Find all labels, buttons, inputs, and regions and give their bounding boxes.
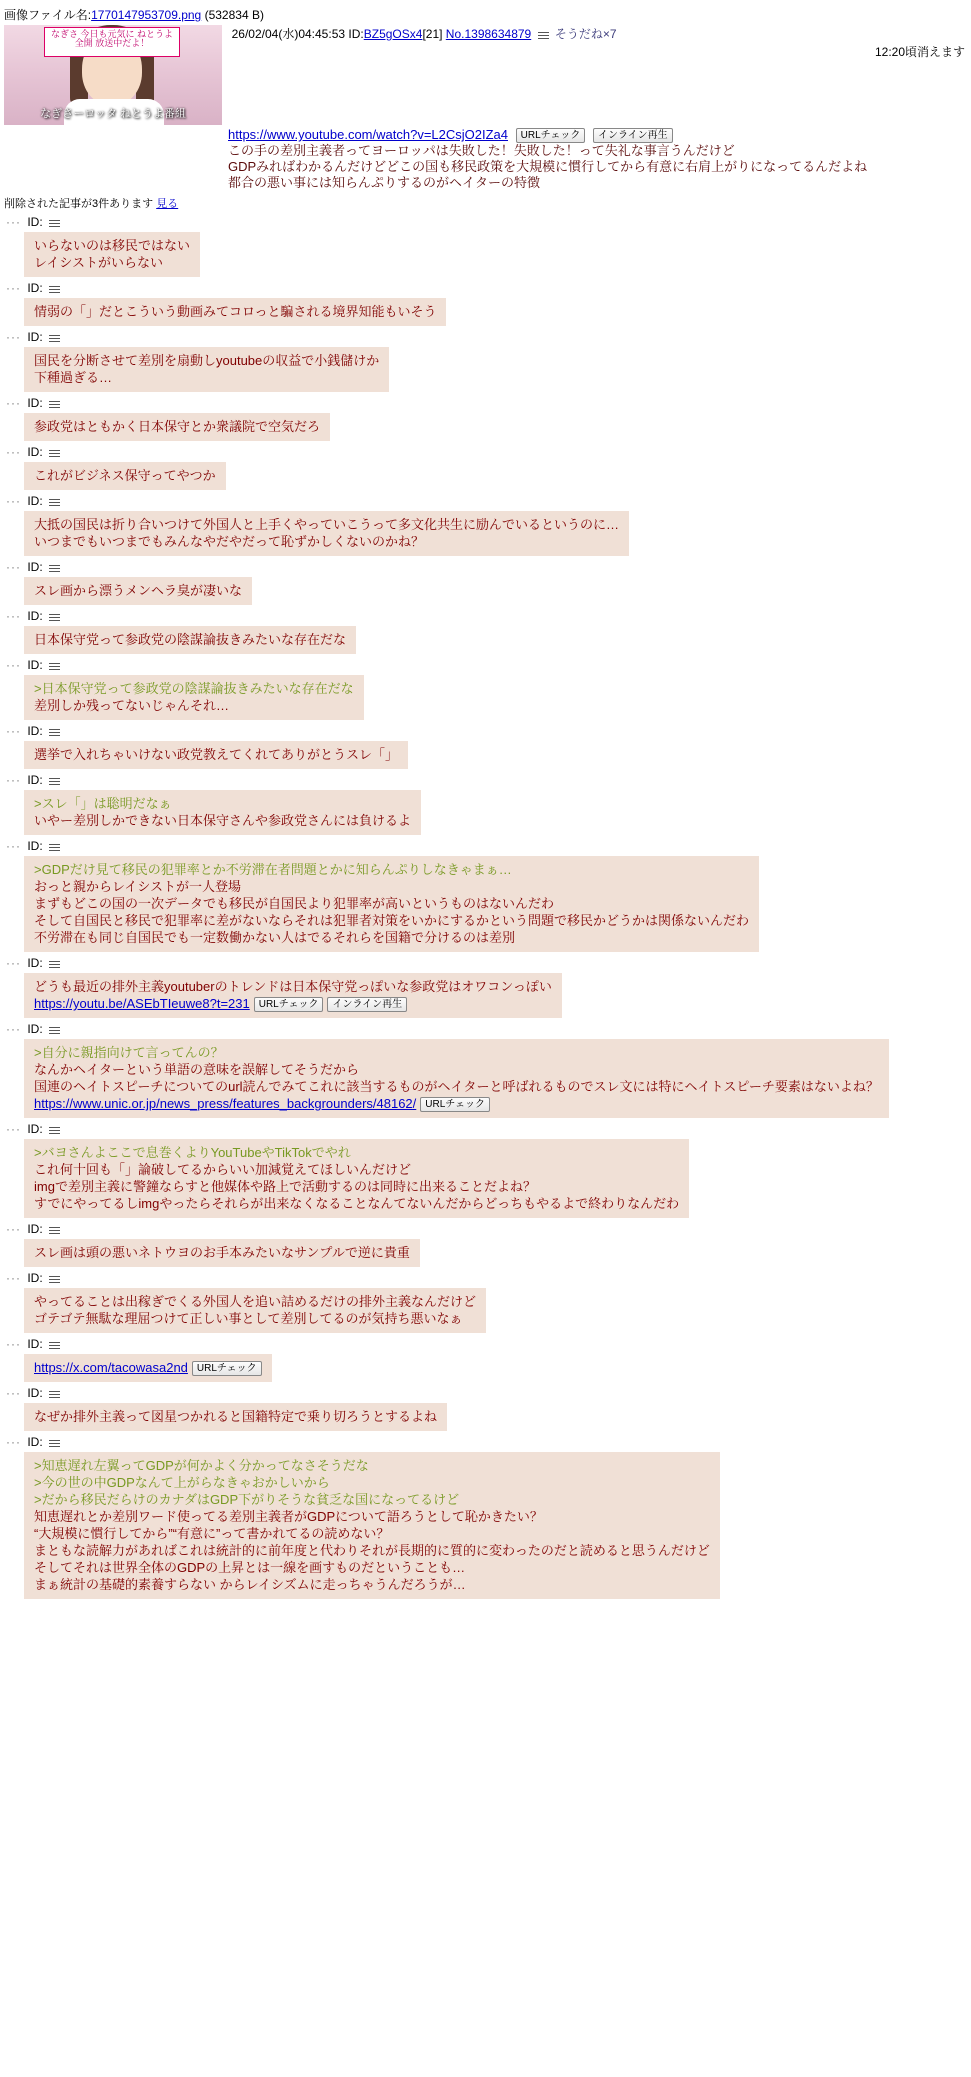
reply-body	[24, 347, 389, 392]
reply-text-line: まぁ統計の基礎的素養すらない からレイシズムに走っちゃうんだろうが…	[34, 1577, 466, 1592]
reply-header	[0, 658, 971, 672]
hamburger-menu-icon[interactable]	[49, 959, 60, 968]
reply-dots: ···	[6, 839, 21, 853]
reply-dots: ···	[6, 658, 21, 672]
reply-text-line: なぜか排外主義って図星つかれると国籍特定で乗り切ろうとするよね	[34, 1409, 438, 1424]
op-body-line-1: GDPみればわかるんだけどどこの国も移民政策を大規模に慣行してから有意に右肩上がりになってるんだよね	[228, 159, 868, 174]
hamburger-menu-icon[interactable]	[49, 1225, 60, 1234]
reply-text-line: 選挙で入れちゃいけない政党教えてくれてありがとうスレ「」	[34, 747, 399, 762]
reply-post	[0, 279, 971, 328]
hamburger-menu-icon[interactable]	[49, 563, 60, 572]
url-check-button[interactable]: URLチェック	[516, 128, 586, 143]
reply-text-line: いらないのは移民ではない	[34, 238, 191, 253]
reply-header	[0, 494, 971, 508]
reply-header	[0, 445, 971, 459]
image-file-link[interactable]: 1770147953709.png	[91, 8, 202, 22]
reply-dots: ···	[6, 281, 21, 295]
reply-text-line: スレ画から漂うメンヘラ臭が凄いな	[34, 583, 243, 598]
reply-text-line: いつまでもいつまでもみんなやだやだって恥ずかしくないのかね？	[34, 534, 425, 549]
reply-id-label: ID:	[27, 330, 43, 344]
reply-body	[24, 462, 226, 490]
reply-text-line: ゴテゴテ無駄な理屈つけて正しい事として差別してるのが気持ち悪いなぁ	[34, 1311, 463, 1326]
reply-text-line: 大抵の国民は折り合いつけて外国人と上手くやっていこうって多文化共生に励んでいるというのに…	[34, 517, 620, 532]
reply-id-label: ID:	[27, 1022, 43, 1036]
reply-header	[0, 773, 971, 787]
reply-id-label: ID:	[27, 1271, 43, 1285]
reply-post	[0, 954, 971, 1020]
reply-quote-line: >スレ「」は聡明だなぁ	[34, 796, 172, 811]
reply-header	[0, 330, 971, 344]
deleted-notice-text: 削除された記事が3件あります	[4, 198, 154, 210]
reply-id-label: ID:	[27, 658, 43, 672]
reply-link-line	[34, 995, 552, 1012]
op-url-link[interactable]: https://www.youtube.com/watch?v=L2CsjO2IZa4	[228, 127, 508, 142]
reply-header	[0, 1386, 971, 1400]
reply-header	[0, 1022, 971, 1036]
hamburger-menu-icon[interactable]	[49, 497, 60, 506]
op-meta	[226, 25, 617, 42]
reply-dots: ···	[6, 396, 21, 410]
reply-url-link[interactable]: https://www.unic.or.jp/news_press/features_backgrounders/48162/	[34, 1096, 417, 1111]
reply-post	[0, 1335, 971, 1384]
reply-text-line: 差別しか残ってないじゃんそれ…	[34, 698, 230, 713]
reply-text-line: 国民を分断させて差別を扇動しyoutubeの収益で小銭儲けか	[34, 353, 380, 368]
op-id-label: ID:	[348, 27, 364, 41]
op-body-line-2: 都合の悪い事には知らんぷりするのがヘイターの特徴	[228, 175, 541, 190]
reply-quote-line: >今の世の中GDPなんて上がらなきゃおかしいから	[34, 1475, 330, 1490]
reply-text-line: 国連のヘイトスピーチについてのurl読んでみてこれに該当するものがヘイターと呼ばれるものでスレ文には特にヘイトスピーチ要素はないよね？	[34, 1079, 879, 1094]
reply-text-line: そして自国民と移民で犯罪率に差がないならそれは犯罪者対策をいかにするかという問題で移民かどうかは関係ないんだわ	[34, 913, 750, 928]
reply-header	[0, 1122, 971, 1136]
reply-id-label: ID:	[27, 1337, 43, 1351]
reply-body	[24, 1239, 420, 1267]
reply-body	[24, 1288, 486, 1333]
reply-id-label: ID:	[27, 956, 43, 970]
op-delete-timer: 12:20頃消えます	[874, 45, 965, 59]
inline-play-button[interactable]: インライン再生	[327, 997, 407, 1012]
reply-list	[0, 213, 971, 1601]
reply-id-label: ID:	[27, 396, 43, 410]
op-body	[228, 125, 971, 191]
reply-header	[0, 1222, 971, 1236]
reply-url-link[interactable]: https://youtu.be/ASEbTIeuwe8?t=231	[34, 996, 250, 1011]
deleted-notice	[0, 191, 971, 213]
hamburger-menu-icon[interactable]	[538, 30, 549, 39]
hamburger-menu-icon[interactable]	[49, 612, 60, 621]
hamburger-menu-icon[interactable]	[49, 448, 60, 457]
reply-body	[24, 1139, 689, 1218]
reply-post	[0, 656, 971, 722]
reply-text-line: おっと親からレイシストが一人登場	[34, 879, 241, 894]
reply-body	[24, 973, 562, 1018]
reply-header	[0, 1271, 971, 1285]
reply-quote-line: >日本保守党って参政党の陰謀論抜きみたいな存在だな	[34, 681, 354, 696]
reply-header	[0, 1435, 971, 1449]
hamburger-menu-icon[interactable]	[49, 1340, 60, 1349]
thumb-banner-text: なぎさ 今日も元気に ねとうよ全開 放送中だよ！	[44, 27, 180, 57]
reply-dots: ···	[6, 1222, 21, 1236]
reply-dots: ···	[6, 215, 21, 229]
reply-post	[0, 1433, 971, 1601]
hamburger-menu-icon[interactable]	[49, 776, 60, 785]
hamburger-menu-icon[interactable]	[49, 842, 60, 851]
reply-body	[24, 232, 200, 277]
reply-dots: ···	[6, 609, 21, 623]
reply-header	[0, 1337, 971, 1351]
op-body-line-0: この手の差別主義者ってヨーロッパは失敗した！失敗した！って失礼な事言うんだけど	[228, 143, 735, 158]
reply-dots: ···	[6, 956, 21, 970]
reply-post	[0, 443, 971, 492]
reply-id-label: ID:	[27, 1122, 43, 1136]
reply-text-line: レイシストがいらない	[34, 255, 163, 270]
hamburger-menu-icon[interactable]	[49, 399, 60, 408]
reply-body	[24, 675, 364, 720]
reply-text-line: 情弱の「」だとこういう動画みてコロっと騙される境界知能もいそう	[34, 304, 437, 319]
reply-text-line: これ何十回も「」論破してるからいい加減覚えてほしいんだけど	[34, 1162, 412, 1177]
reply-text-line: imgで差別主義に警鐘ならすと他媒体や路上で活動するのは同時に出来ることだよね？	[34, 1179, 536, 1194]
op-id-value[interactable]: BZ5gOSx4	[363, 27, 423, 41]
hamburger-menu-icon[interactable]	[49, 333, 60, 342]
reply-text-line: なんかヘイターという単語の意味を誤解してそうだから	[34, 1062, 360, 1077]
reply-post	[0, 328, 971, 394]
reply-body	[24, 1403, 447, 1431]
image-file-label: 画像ファイル名:	[4, 8, 92, 22]
reply-body	[24, 511, 629, 556]
reply-post	[0, 722, 971, 771]
hamburger-menu-icon[interactable]	[49, 1025, 60, 1034]
url-check-button[interactable]: URLチェック	[254, 997, 324, 1012]
reply-header	[0, 724, 971, 738]
reply-dots: ···	[6, 1435, 21, 1449]
op-post	[0, 25, 971, 191]
reply-dots: ···	[6, 1337, 21, 1351]
hamburger-menu-icon[interactable]	[49, 661, 60, 670]
inline-play-button[interactable]: インライン再生	[593, 128, 673, 143]
reply-dots: ···	[6, 1386, 21, 1400]
hamburger-menu-icon[interactable]	[49, 1438, 60, 1447]
op-post-no[interactable]: No.1398634879	[445, 27, 532, 41]
reply-text-line: すでにやってるしimgやったらそれらが出来なくなることなんてないんだからどっちもやるよで終わりなんだわ	[34, 1196, 680, 1211]
reply-dots: ···	[6, 773, 21, 787]
reply-text-line: 参政党はともかく日本保守とか衆議院で空気だろ	[34, 419, 321, 434]
reply-text-line: スレ画は頭の悪いネトウヨのお手本みたいなサンプルで逆に貴重	[34, 1245, 410, 1260]
reply-link-line	[34, 1359, 262, 1376]
reply-text-line: どうも最近の排外主義youtuberのトレンドは日本保守党っぽいな参政党はオワコンっぽい	[34, 979, 552, 994]
reply-post	[0, 558, 971, 607]
reply-header	[0, 956, 971, 970]
reply-id-label: ID:	[27, 1386, 43, 1400]
reply-id-label: ID:	[27, 560, 43, 574]
url-check-button[interactable]: URLチェック	[420, 1097, 490, 1112]
reply-dots: ···	[6, 1122, 21, 1136]
thumb-caption: なぎさーロッタ ねとうよ番組	[40, 108, 186, 120]
reply-id-label: ID:	[27, 724, 43, 738]
hamburger-menu-icon[interactable]	[49, 1125, 60, 1134]
reply-body	[24, 1039, 889, 1118]
op-url-line	[228, 127, 971, 143]
reply-text-line: いやー差別しかできない日本保守さんや参政党さんには負けるよ	[34, 813, 412, 828]
op-id-count: [21]	[422, 27, 443, 41]
reply-dots: ···	[6, 1271, 21, 1285]
reply-post	[0, 1269, 971, 1335]
reply-dots: ···	[6, 330, 21, 344]
hamburger-menu-icon[interactable]	[49, 1389, 60, 1398]
hamburger-menu-icon[interactable]	[49, 1274, 60, 1283]
reply-header	[0, 215, 971, 229]
reply-id-label: ID:	[27, 773, 43, 787]
reply-text-line: やってることは出稼ぎでくる外国人を追い詰めるだけの排外主義なんだけど	[34, 1294, 477, 1309]
reply-text-line: これがビジネス保守ってやつか	[34, 468, 216, 483]
reply-post	[0, 607, 971, 656]
reply-dots: ···	[6, 445, 21, 459]
reply-quote-line: >バヨさんよここで息巻くよりYouTubeやTikTokでやれ	[34, 1145, 351, 1160]
reply-dots: ···	[6, 724, 21, 738]
reply-text-line: そしてそれは世界全体のGDPの上昇とは一線を画すものだということも…	[34, 1560, 466, 1575]
hamburger-menu-icon[interactable]	[49, 284, 60, 293]
reply-header	[0, 839, 971, 853]
reply-header	[0, 609, 971, 623]
reply-quote-line: >GDPだけ見て移民の犯罪率とか不労滞在者問題とかに知らんぷりしなきゃまぁ…	[34, 862, 512, 877]
reply-header	[0, 281, 971, 295]
op-thumbnail[interactable]	[4, 25, 222, 125]
reply-id-label: ID:	[27, 494, 43, 508]
reply-body	[24, 298, 446, 326]
reply-id-label: ID:	[27, 1435, 43, 1449]
reply-post	[0, 213, 971, 279]
reply-body	[24, 1354, 272, 1382]
reply-body	[24, 790, 421, 835]
hamburger-menu-icon[interactable]	[49, 218, 60, 227]
reply-text-line: 知恵遅れとか差別ワード使ってる差別主義者がGDPについて語ろうとして恥かきたい？	[34, 1509, 543, 1524]
reply-header	[0, 560, 971, 574]
reply-body	[24, 413, 330, 441]
reply-url-link[interactable]: https://x.com/tacowasa2nd	[34, 1360, 188, 1375]
reply-dots: ···	[6, 560, 21, 574]
reply-id-label: ID:	[27, 445, 43, 459]
reply-id-label: ID:	[27, 609, 43, 623]
reply-post	[0, 837, 971, 954]
url-check-button[interactable]: URLチェック	[192, 1361, 262, 1376]
deleted-notice-link[interactable]: 見る	[156, 198, 179, 210]
reply-post	[0, 1020, 971, 1120]
image-file-size: (532834 B)	[204, 8, 264, 22]
reply-post	[0, 771, 971, 837]
hamburger-menu-icon[interactable]	[49, 727, 60, 736]
reply-post	[0, 1220, 971, 1269]
reply-id-label: ID:	[27, 1222, 43, 1236]
reply-quote-line: >自分に親指向けて言ってんの？	[34, 1045, 224, 1060]
reply-text-line: 下種過ぎる…	[34, 370, 113, 385]
reply-id-label: ID:	[27, 839, 43, 853]
image-file-line	[0, 4, 971, 25]
op-sodane[interactable]: そうだね×7	[554, 27, 617, 41]
reply-body	[24, 741, 408, 769]
reply-post	[0, 1384, 971, 1433]
reply-header	[0, 396, 971, 410]
reply-text-line: 不労滞在も同じ自国民でも一定数働かない人はでるそれらを国籍で分けるのは差別	[34, 930, 516, 945]
reply-quote-line: >知恵遅れ左翼ってGDPが何かよく分かってなさそうだな	[34, 1458, 369, 1473]
reply-id-label: ID:	[27, 215, 43, 229]
reply-dots: ···	[6, 1022, 21, 1036]
reply-body	[24, 626, 356, 654]
op-datetime: 26/02/04(水)04:45:53	[231, 27, 346, 41]
reply-body	[24, 577, 252, 605]
reply-text-line: まずもどこの国の一次データでも移民が自国民より犯罪率が高いというものはないんだわ	[34, 896, 555, 911]
reply-post	[0, 1120, 971, 1220]
reply-text-line: “大規模に慣行してから”“有意に”って書かれてるの読めない？	[34, 1526, 390, 1541]
reply-dots: ···	[6, 494, 21, 508]
reply-body	[24, 856, 759, 952]
reply-body	[24, 1452, 720, 1599]
reply-quote-line: >だから移民だらけのカナダはGDP下がりそうな貧乏な国になってるけど	[34, 1492, 460, 1507]
reply-id-label: ID:	[27, 281, 43, 295]
reply-post	[0, 492, 971, 558]
reply-link-line	[34, 1095, 879, 1112]
reply-text-line: まともな読解力があればこれは統計的に前年度と代わりそれが長期的に質的に変わったのだと読めると思うんだけど	[34, 1543, 710, 1558]
reply-text-line: 日本保守党って参政党の陰謀論抜きみたいな存在だな	[34, 632, 347, 647]
reply-post	[0, 394, 971, 443]
